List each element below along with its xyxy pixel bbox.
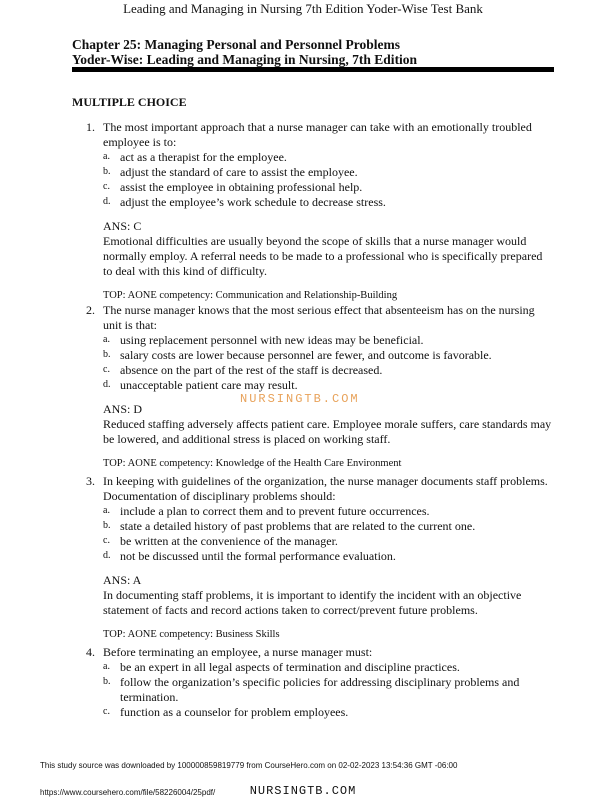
header-rule xyxy=(72,67,554,72)
option-b xyxy=(103,519,554,534)
option-d xyxy=(103,378,554,393)
footer-brand: NURSINGTB.COM xyxy=(249,784,357,798)
topic-line: TOP: AONE competency: Communication and Relationship-Building xyxy=(103,290,398,301)
question-text: Before terminating an employee, a nurse manager must: xyxy=(103,645,373,659)
option-b xyxy=(103,165,554,180)
option-text: adjust the employee’s work schedule to decrease stress. xyxy=(120,195,386,209)
option-letter: c. xyxy=(103,181,110,192)
option-text: adjust the standard of care to assist the employee. xyxy=(120,165,358,179)
rationale: Reduced staffing adversely affects patient care. Employee morale suffers, care standards may be lowered, and additional stress is placed on working staff. xyxy=(103,417,552,446)
option-d xyxy=(103,195,554,210)
option-letter: b. xyxy=(103,520,111,531)
topic-line: TOP: AONE competency: Business Skills xyxy=(103,629,280,640)
option-a xyxy=(103,150,554,165)
option-b xyxy=(103,675,554,705)
option-text: using replacement personnel with new ideas may be beneficial. xyxy=(120,333,424,347)
option-text: follow the organization’s specific policies for addressing disciplinary problems and termination. xyxy=(120,675,520,704)
option-d xyxy=(103,549,554,564)
download-note: This study source was downloaded by 100000859819779 from CourseHero.com on 02-02-2023 13:54:36 GMT -06:00 xyxy=(40,761,458,770)
option-text: be written at the convenience of the manager. xyxy=(120,534,338,548)
source-url-link[interactable]: https://www.coursehero.com/file/58226004/25pdf/ xyxy=(40,788,216,797)
option-a xyxy=(103,504,554,519)
chapter-title: Chapter 25: Managing Personal and Personnel Problems xyxy=(72,37,401,52)
option-a xyxy=(103,333,554,348)
option-text: act as a therapist for the employee. xyxy=(120,150,287,164)
option-letter: b. xyxy=(103,676,111,687)
page-header-title: Leading and Managing in Nursing 7th Edition Yoder-Wise Test Bank xyxy=(123,1,483,16)
topic-line: TOP: AONE competency: Knowledge of the Health Care Environment xyxy=(103,458,402,469)
question-number: 3. xyxy=(86,474,95,488)
option-text: unacceptable patient care may result. xyxy=(120,378,298,392)
option-c xyxy=(103,180,554,195)
option-text: be an expert in all legal aspects of termination and discipline practices. xyxy=(120,660,460,674)
option-letter: d. xyxy=(103,379,111,390)
answer-key: ANS: D xyxy=(103,402,143,416)
option-letter: a. xyxy=(103,151,110,162)
option-text: assist the employee in obtaining professional help. xyxy=(120,180,363,194)
option-b xyxy=(103,348,554,363)
option-c xyxy=(103,705,554,720)
option-letter: b. xyxy=(103,349,111,360)
option-text: absence on the part of the rest of the staff is decreased. xyxy=(120,363,383,377)
answer-key: ANS: A xyxy=(103,573,142,587)
rationale: Emotional difficulties are usually beyond the scope of skills that a nurse manager would normally employ. A referral needs to be made to a professional who is specifically prepared to deal with this kind of difficulty. xyxy=(103,234,543,278)
option-letter: d. xyxy=(103,196,111,207)
option-a xyxy=(103,660,554,675)
question-number: 4. xyxy=(86,645,95,659)
question-text: In keeping with guidelines of the organization, the nurse manager documents staff problems. Documentation of disciplinary problems should: xyxy=(103,474,548,503)
option-letter: b. xyxy=(103,166,111,177)
option-letter: a. xyxy=(103,334,110,345)
option-c xyxy=(103,534,554,549)
question-number: 1. xyxy=(86,120,95,134)
option-letter: c. xyxy=(103,706,110,717)
option-text: not be discussed until the formal performance evaluation. xyxy=(120,549,396,563)
question-text: The nurse manager knows that the most serious effect that absenteeism has on the nursing unit is that: xyxy=(103,303,535,332)
option-letter: c. xyxy=(103,535,110,546)
watermark-text: NURSINGTB.COM xyxy=(240,392,360,406)
option-text: salary costs are lower because personnel are fewer, and outcome is favorable. xyxy=(120,348,492,362)
question-2 xyxy=(72,303,554,471)
option-letter: d. xyxy=(103,550,111,561)
section-title: MULTIPLE CHOICE xyxy=(72,95,187,109)
option-text: state a detailed history of past problems that are related to the current one. xyxy=(120,519,476,533)
question-1 xyxy=(72,120,554,303)
answer-key: ANS: C xyxy=(103,219,142,233)
question-number: 2. xyxy=(86,303,95,317)
option-letter: a. xyxy=(103,661,110,672)
option-letter: a. xyxy=(103,505,110,516)
book-title: Yoder-Wise: Leading and Managing in Nursing, 7th Edition xyxy=(72,52,418,67)
option-text: include a plan to correct them and to prevent future occurrences. xyxy=(120,504,430,518)
option-letter: c. xyxy=(103,364,110,375)
question-4 xyxy=(72,645,554,720)
question-3 xyxy=(72,474,554,642)
question-text: The most important approach that a nurse manager can take with an emotionally troubled employee is to: xyxy=(103,120,532,149)
rationale: In documenting staff problems, it is important to identify the incident with an objective statement of facts and record actions taken to correct/prevent future problems. xyxy=(103,588,522,617)
option-c xyxy=(103,363,554,378)
option-text: function as a counselor for problem employees. xyxy=(120,705,349,719)
